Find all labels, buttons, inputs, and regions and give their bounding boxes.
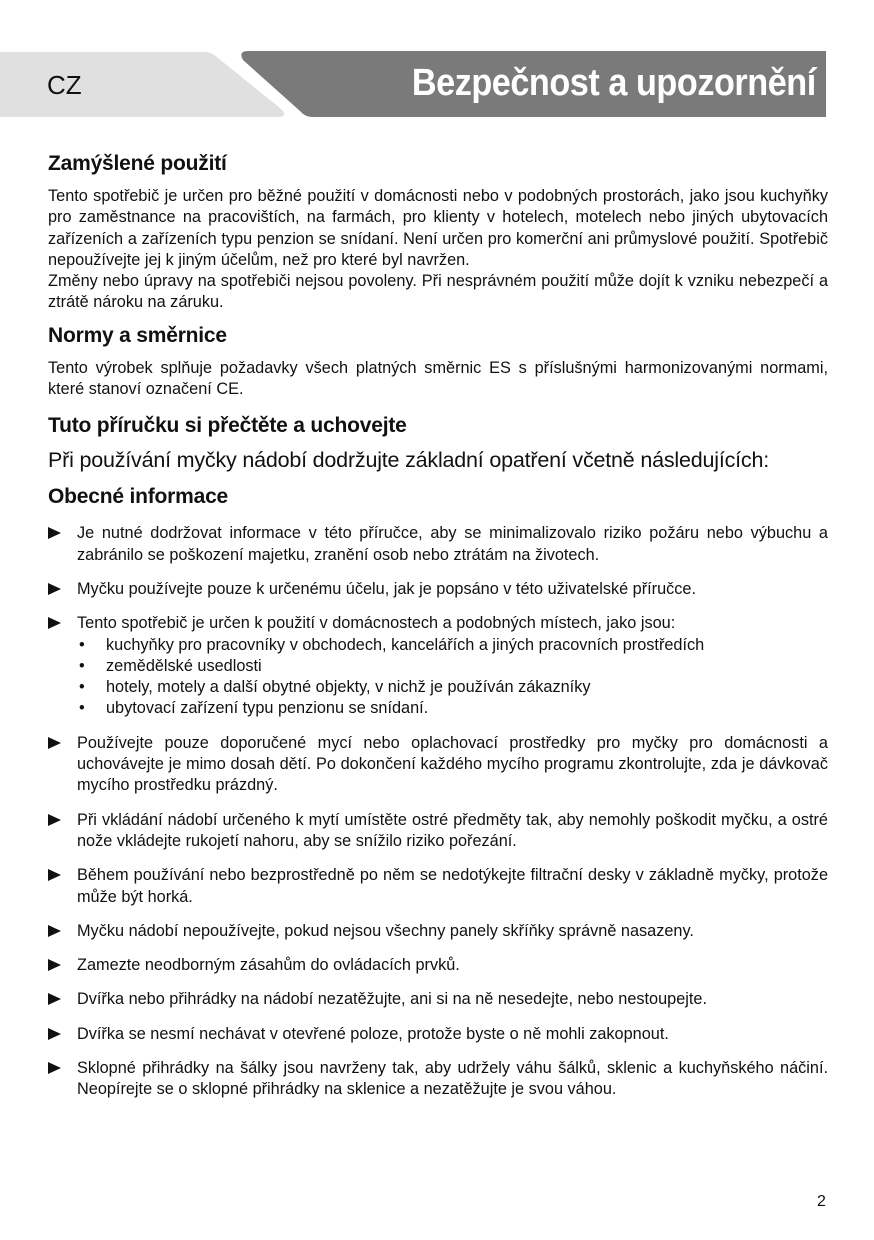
list-item-text: Sklopné přihrádky na šálky jsou navrženy tak, aby udržely váhu šálků, sklenic a kuchyňského náčiní. Neopírejte se o sklopné přihrádky na sklenice a nezatěžujte je svou váhou. — [77, 1059, 828, 1099]
sub-list-item — [77, 677, 828, 698]
sub-list-item-text: zemědělské usedlosti — [106, 656, 262, 675]
list-item-text: Během používání nebo bezprostředně po něm se nedotýkejte filtrační desky v základně myčky, protože může být horká. — [77, 866, 828, 906]
dot-bullet-icon: • — [79, 656, 85, 675]
page-number: 2 — [817, 1193, 826, 1210]
list-item-text: Dvířka nebo přihrádky na nádobí nezatěžujte, ani si na ně nesedejte, nebo nestoupejte. — [77, 990, 707, 1009]
header-light-band — [0, 52, 284, 117]
section-heading: Zamýšlené použití — [48, 152, 227, 175]
arrow-bullet-icon — [48, 737, 61, 749]
list-item — [48, 955, 828, 976]
list-item — [48, 1024, 828, 1045]
list-item-text: Dvířka se nesmí nechávat v otevřené poloze, protože byste o ně mohli zakopnout. — [77, 1024, 669, 1043]
list-item — [48, 989, 828, 1010]
list-item — [48, 579, 828, 600]
list-item-text: Myčku nádobí nepoužívejte, pokud nejsou všechny panely skříňky správně nasazeny. — [77, 921, 694, 940]
arrow-bullet-icon — [48, 959, 61, 971]
arrow-bullet-icon — [48, 1028, 61, 1040]
paragraph: Tento spotřebič je určen pro běžné použití v domácnosti nebo v podobných prostorách, jako jsou kuchyňky pro zaměstnance na pracovištích, na farmách, pro klienty v hotelech, motelech nebo jiných ubytovacích zařízeních a zařízeních typu penzion se snídaní. Není určen pro komerční ani průmyslové použití. Spotřebič nepoužívejte jej k jiným účelům, než pro které byl navržen. — [48, 187, 828, 269]
sub-list-item-text: kuchyňky pro pracovníky v obchodech, kancelářích a jiných pracovních prostředích — [106, 635, 705, 654]
sub-list — [77, 635, 828, 720]
paragraph: Tento výrobek splňuje požadavky všech platných směrnic ES s příslušnými harmonizovanými normami, které stanoví označení CE. — [48, 358, 828, 399]
list-item-text: Je nutné dodržovat informace v této příručce, aby se minimalizovalo riziko požáru nebo výbuchu a zabránilo se poškození majetku, zranění osob nebo ztrátám na životech. — [77, 524, 828, 564]
list-item — [48, 810, 828, 853]
dot-bullet-icon: • — [79, 678, 85, 697]
page-title: Bezpečnost a upozornění — [412, 62, 816, 104]
arrow-bullet-icon — [48, 583, 61, 595]
section-read-manual — [48, 414, 828, 473]
arrow-bullet-icon — [48, 527, 61, 539]
lead-text: Při používání myčky nádobí dodržujte základní opatření včetně následujících: — [48, 448, 769, 473]
list-item — [48, 865, 828, 908]
sub-list-item — [77, 656, 828, 677]
arrow-bullet-icon — [48, 993, 61, 1005]
sub-list-item-text: hotely, motely a další obytné objekty, v nichž je používán zákazníky — [106, 678, 591, 697]
language-code: CZ — [47, 70, 82, 100]
section-heading: Normy a směrnice — [48, 323, 227, 347]
section-heading: Tuto příručku si přečtěte a uchovejte — [48, 414, 407, 438]
sub-list-item — [77, 698, 828, 719]
list-item-text: Myčku používejte pouze k určenému účelu, jak je popsáno v této uživatelské příručce. — [77, 579, 697, 598]
safety-list — [48, 523, 828, 1100]
paragraph: Změny nebo úpravy na spotřebiči nejsou povoleny. Při nesprávném použití může dojít k vzniku nebezpečí a ztrátě nároku na záruku. — [48, 272, 828, 312]
arrow-bullet-icon — [48, 1062, 61, 1074]
dot-bullet-icon: • — [79, 635, 85, 654]
section-general — [48, 485, 828, 1100]
sub-list-item-text: ubytovací zařízení typu penzionu se snídaní. — [106, 699, 429, 718]
list-item-text: Tento spotřebič je určen k použití v domácnostech a podobných místech, jako jsou: — [77, 614, 676, 633]
list-item — [48, 1058, 828, 1101]
list-item-text: Používejte pouze doporučené mycí nebo oplachovací prostředky pro myčky pro domácnosti a uchovávejte je mimo dosah dětí. Po dokončení každého mycího programu zkontrolujte, zda je dávkovač mycího prostředku prázdný. — [77, 733, 828, 795]
arrow-bullet-icon — [48, 617, 61, 629]
section-standards — [48, 324, 828, 401]
dot-bullet-icon: • — [79, 699, 85, 718]
document-content — [48, 152, 828, 1114]
list-item-text: Zamezte neodborným zásahům do ovládacích prvků. — [77, 956, 460, 975]
sub-list-item — [77, 635, 828, 656]
arrow-bullet-icon — [48, 814, 61, 826]
section-intended-use — [48, 152, 828, 314]
arrow-bullet-icon — [48, 925, 61, 937]
arrow-bullet-icon — [48, 869, 61, 881]
list-item — [48, 523, 828, 566]
list-item — [48, 921, 828, 942]
section-heading: Obecné informace — [48, 485, 229, 509]
list-item — [48, 733, 828, 797]
list-item-text: Při vkládání nádobí určeného k mytí umístěte ostré předměty tak, aby nemohly poškodit myčku, a ostré nože vkládejte rukojetí nahoru, aby se snížilo riziko pořezání. — [77, 810, 828, 850]
list-item — [48, 613, 828, 719]
